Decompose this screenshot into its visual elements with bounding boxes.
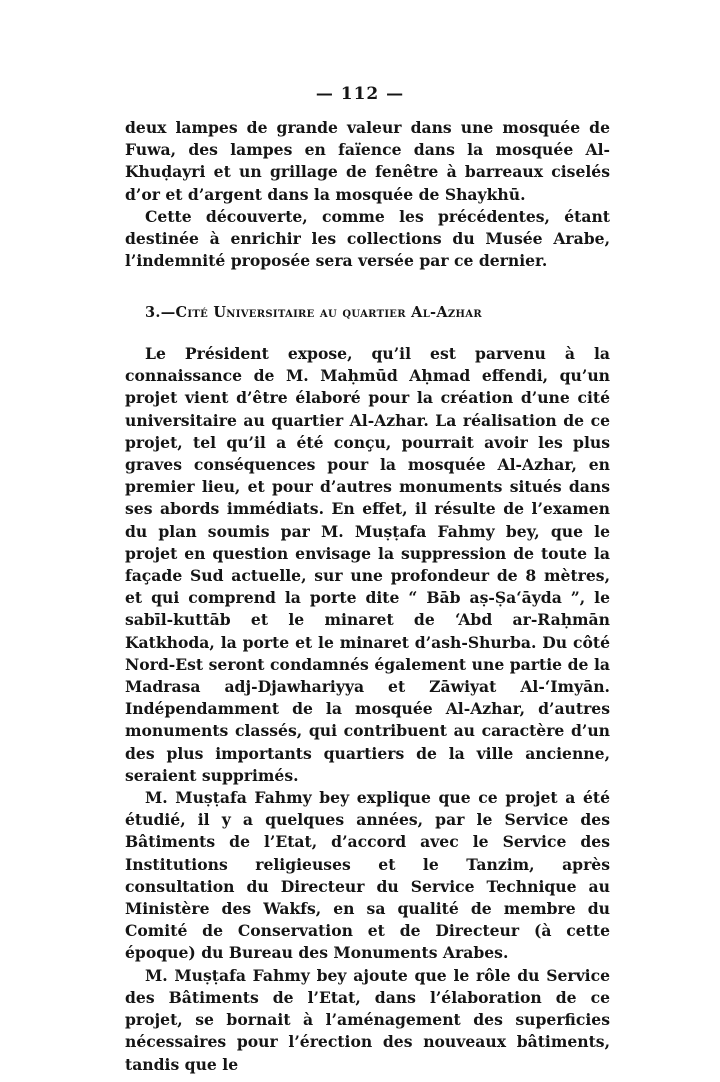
paragraph: M. Muṣṭafa Fahmy bey ajoute que le rôle du Service des Bâtiments de l’Etat, dans l’élaboration de ce projet, se bornait à l’aménagement des superficies nécessaires pour l’érection des nouveaux bâtiments, tandis que le bbox=[125, 965, 610, 1074]
paragraph: M. Muṣṭafa Fahmy bey explique que ce projet a été étudié, il y a quelques années, par le Service des Bâtiments de l’Etat, d’accord avec le Service des Institutions religieuses et le Tanzim, après consultation du Directeur du Service Technique au Ministère des Wakfs, en sa qualité de membre du Comité de Conservation et de Directeur (à cette époque) du Bureau des Monuments Arabes. bbox=[125, 788, 610, 963]
paragraph: Cette découverte, comme les précédentes, étant destinée à enrichir les collections du Musée Arabe, l’indemnité proposée sera versée par ce dernier. bbox=[125, 206, 610, 271]
text-block-top bbox=[125, 117, 610, 272]
section-heading: 3.—Cité Universitaire au quartier Al-Azhar bbox=[145, 304, 482, 321]
paragraph: deux lampes de grande valeur dans une mosquée de Fuwa, des lampes en faïence dans la mosquée Al-Khuḍayri et un grillage de fenêtre à barreaux ciselés d’or et d’argent dans la mosquée de Shaykhū. bbox=[125, 118, 610, 204]
paragraph: Le Président expose, qu’il est parvenu à la connaissance de M. Maḥmūd Aḥmad effendi, qu’un projet vient d’être élaboré pour la création d’une cité universitaire au quartier Al-Azhar. La réalisation de ce projet, tel qu’il a été conçu, pourrait avoir les plus graves conséquences pour la mosquée Al-Azhar, en premier lieu, et pour d’autres monuments situés dans ses abords immédiats. En effet, il résulte de l’examen du plan soumis par M. Muṣṭafa Fahmy bey, que le projet en question envisage la suppression de toute la façade Sud actuelle, sur une profondeur de 8 mètres, et qui comprend la porte dite “ Bāb aṣ-Ṣa‘āyda ”, le sabīl-kuttāb et le minaret de ‘Abd ar-Raḥmān Katkhoda, la porte et le minaret d’ash-Shurba. Du côté Nord-Est seront condamnés également une partie de la Madrasa adj-Djawhariyya et Zāwiyat Al-‘Imyān. Indépendamment de la mosquée Al-Azhar, d’autres monuments classés, qui contribuent au caractère d’un des plus importants quartiers de la ville ancienne, seraient supprimés. bbox=[125, 344, 610, 785]
page-number: — 112 — bbox=[315, 84, 405, 104]
text-block-bottom bbox=[125, 343, 610, 1076]
